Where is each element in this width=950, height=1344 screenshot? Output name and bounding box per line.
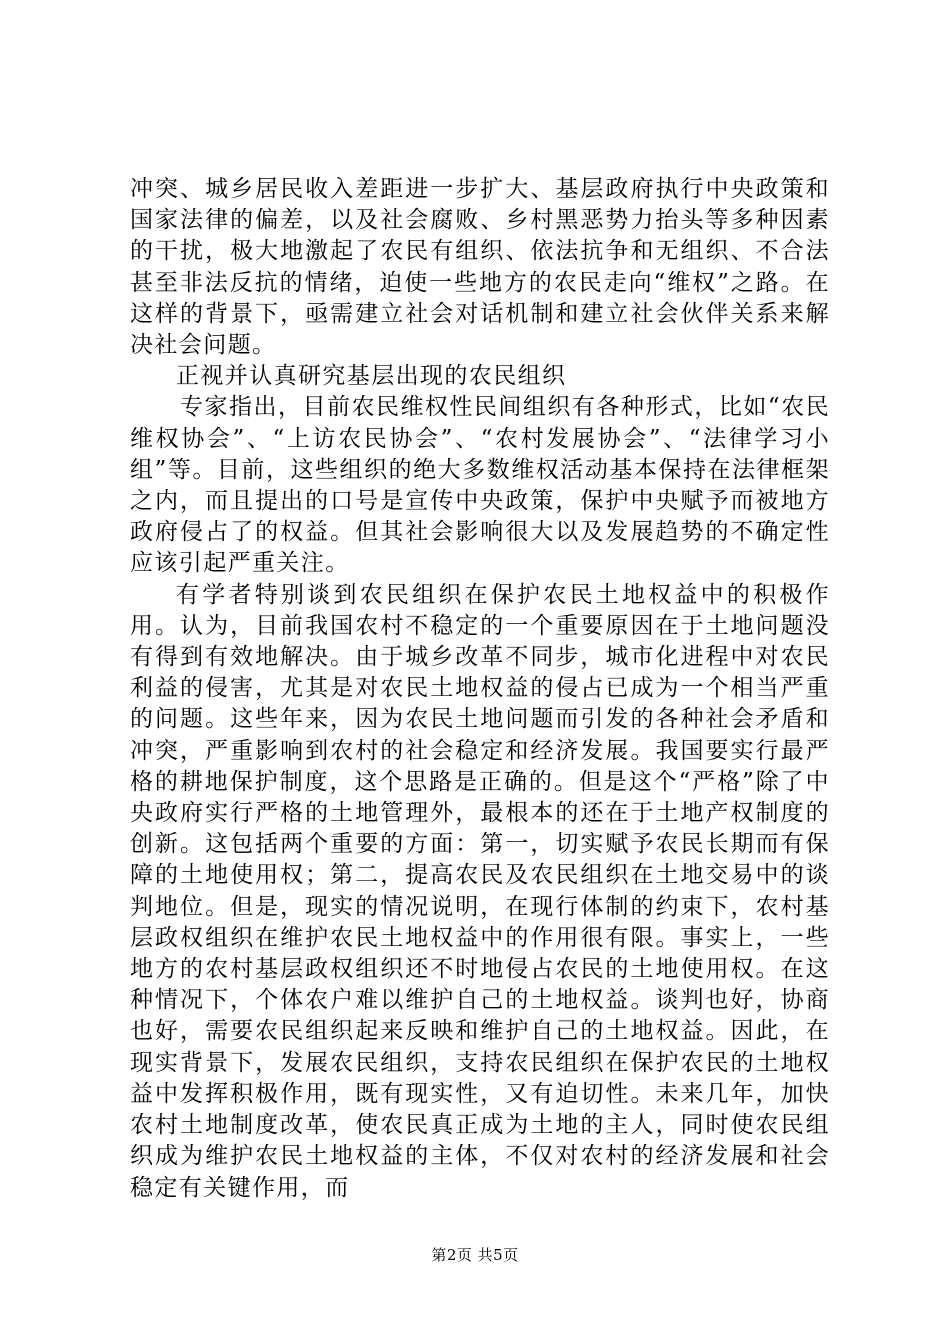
section-heading: 正视并认真研究基层出现的农民组织 (176, 363, 567, 390)
document-body (130, 174, 830, 1204)
paragraph-land-rights: 有学者特别谈到农民组织在保护农民土地权益中的积极作用。认为，目前我国农村不稳定的一个重要原因在于土地问题没有得到有效地解决。由于城乡改革不同步，城市化进程中对农民利益的侵害，尤其是对农民土地权益的侵占已成为一个相当严重的问题。这些年来，因为农民土地问题而引发的各种社会矛盾和冲突，严重影响到农村的社会稳定和经济发展。我国要实行最严格的耕地保护制度，这个思路是正确的。但是这个“严格”除了中央政府实行严格的土地管理外，最根本的还在于土地产权制度的创新。这包括两个重要的方面：第一，切实赋予农民长期而有保障的土地使用权；第二，提高农民及农民组织在土地交易中的谈判地位。但是，现实的情况说明，在现行体制的约束下，农村基层政权组织在维护农民土地权益中的作用很有限。事实上，一些地方的农村基层政权组织还不时地侵占农民的土地使用权。在这种情况下，个体农户难以维护自己的土地权益。谈判也好，协商也好，需要农民组织起来反映和维护自己的土地权益。因此，在现实背景下，发展农民组织，支持农民组织在保护农民的土地权益中发挥积极作用，既有现实性，又有迫切性。未来几年，加快农村土地制度改革，使农民真正成为土地的主人，同时使农民组织成为维护农民土地权益的主体，不仅对农村的经济发展和社会稳定有关键作用，而 (130, 581, 830, 1201)
page-number-footer: 第2页 共5页 (431, 1246, 519, 1264)
paragraph-continuation: 冲突、城乡居民收入差距进一步扩大、基层政府执行中央政策和国家法律的偏差，以及社会腐败、乡村黑恶势力抬头等多种因素的干扰，极大地激起了农民有组织、依法抗争和无组织、不合法甚至非法反抗的情绪，迫使一些地方的农民走向“维权”之路。在这样的背景下，亟需建立社会对话机制和建立社会伙伴关系来解决社会问题。 (130, 176, 830, 359)
paragraph-expert-view: 专家指出，目前农民维权性民间组织有各种形式，比如“农民维权协会”、“上访农民协会”、“农村发展协会”、“法律学习小组”等。目前，这些组织的绝大多数维权活动基本保持在法律框架之内，而且提出的口号是宣传中央政策，保护中央赋予而被地方政府侵占了的权益。但其社会影响很大以及发展趋势的不确定性应该引起严重关注。 (130, 394, 830, 577)
